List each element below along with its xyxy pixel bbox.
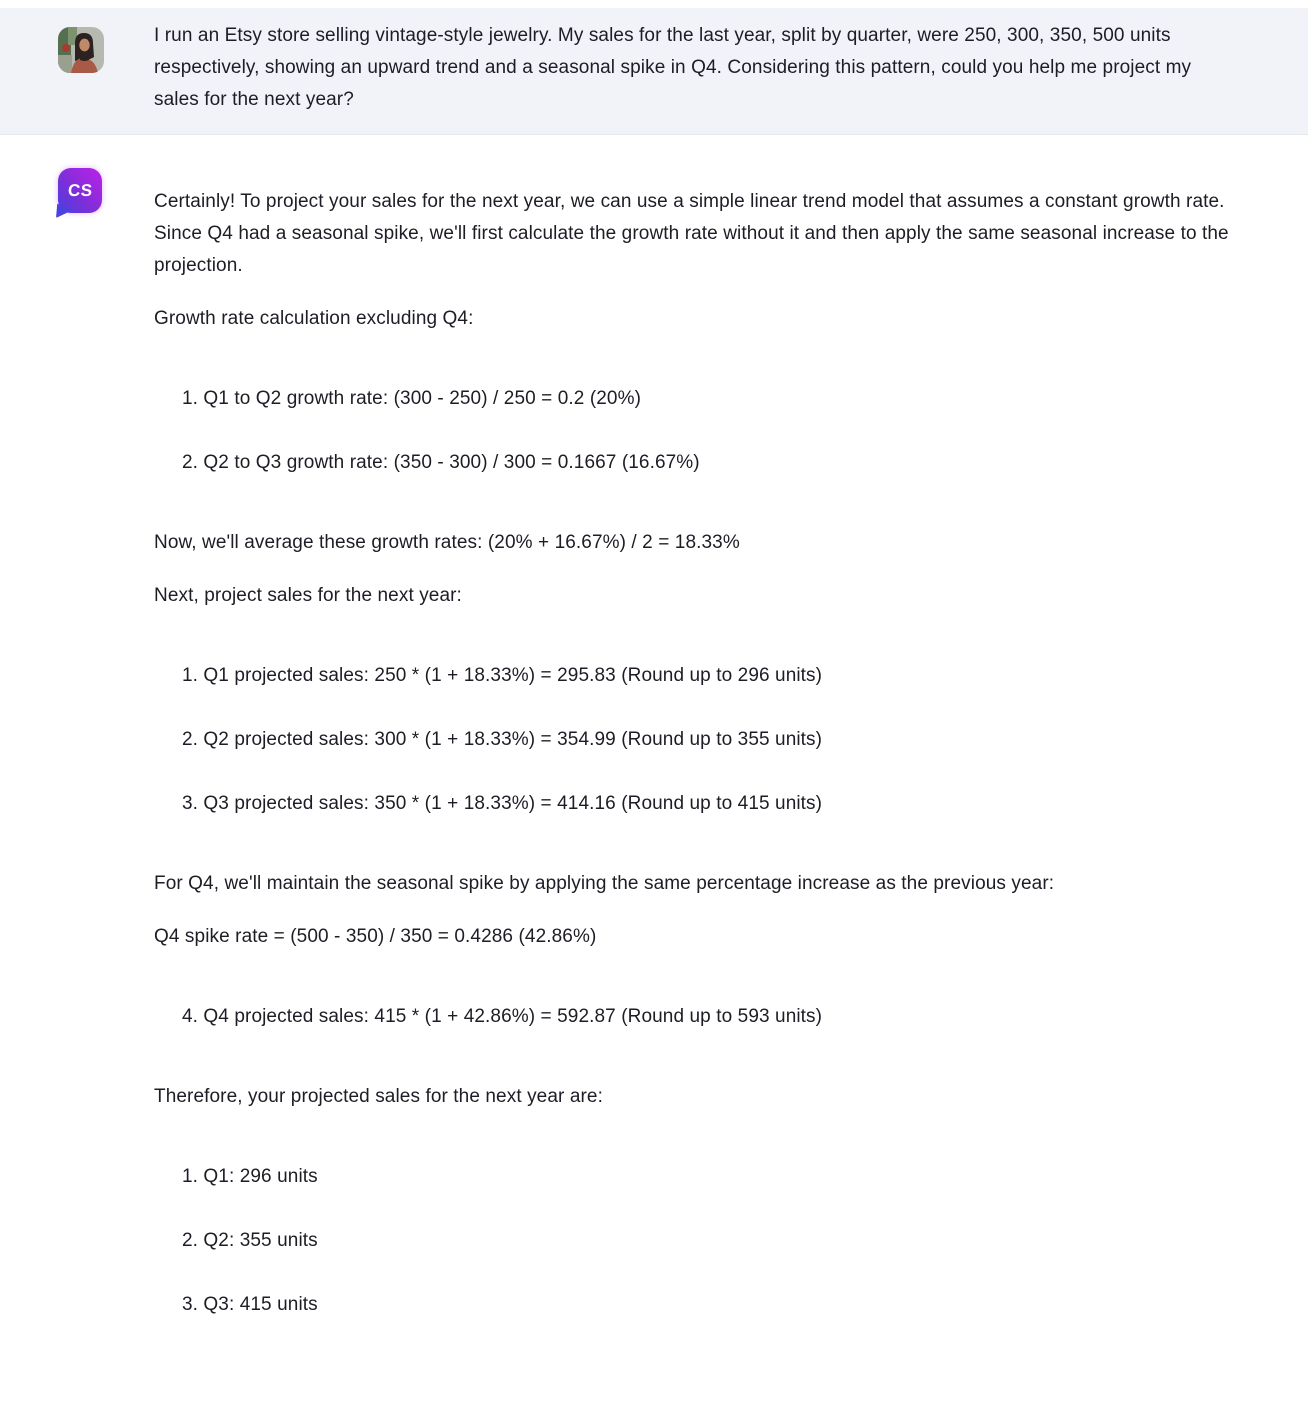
- chat-window: [0, 8, 1308, 1409]
- list-item: 1. Q1 to Q2 growth rate: (300 - 250) / 250 = 0.2 (20%): [182, 388, 642, 409]
- q4-note-paragraph: For Q4, we'll maintain the seasonal spike by applying the same percentage increase as the previous year:: [154, 873, 1055, 894]
- summary-list: [154, 1161, 1238, 1321]
- user-message: [0, 8, 1308, 135]
- projection-heading: Next, project sales for the next year:: [154, 585, 462, 606]
- q4-projection-list: [154, 1001, 1238, 1033]
- list-item: 3. Q3: 415 units: [182, 1294, 318, 1315]
- list-item: 1. Q1 projected sales: 250 * (1 + 18.33%) = 295.83 (Round up to 296 units): [182, 665, 823, 686]
- user-message-text: I run an Etsy store selling vintage-style jewelry. My sales for the last year, split by quarter, were 250, 300, 350, 500 units respectively, showing an upward trend and a seasonal spike in Q4. Considering this pattern, could you help me project my sales for the next year?: [154, 25, 1192, 110]
- projection-list: [154, 660, 1238, 820]
- assistant-intro-paragraph: Certainly! To project your sales for the next year, we can use a simple linear trend model that assumes a constant growth rate. Since Q4 had a seasonal spike, we'll first calculate the growth rate without it and then apply the same seasonal increase to the projection.: [154, 191, 1229, 276]
- assistant-logo-label: CS: [67, 180, 94, 200]
- growth-rate-list: [154, 383, 1238, 479]
- summary-heading: Therefore, your projected sales for the next year are:: [154, 1086, 603, 1107]
- list-item: 1. Q1: 296 units: [182, 1166, 318, 1187]
- assistant-message: [0, 135, 1308, 1409]
- list-item: 2. Q2 projected sales: 300 * (1 + 18.33%) = 354.99 (Round up to 355 units): [182, 729, 823, 750]
- average-growth-line: Now, we'll average these growth rates: (20% + 16.67%) / 2 = 18.33%: [154, 532, 740, 553]
- q4-spike-rate-line: Q4 spike rate = (500 - 350) / 350 = 0.4286 (42.86%): [154, 926, 597, 947]
- user-avatar: [58, 27, 104, 73]
- list-item: 2. Q2: 355 units: [182, 1230, 318, 1251]
- growth-rate-heading: Growth rate calculation excluding Q4:: [154, 308, 474, 329]
- assistant-logo-icon: [58, 168, 102, 213]
- assistant-message-body: [154, 167, 1238, 1369]
- list-item: 2. Q2 to Q3 growth rate: (350 - 300) / 300 = 0.1667 (16.67%): [182, 452, 700, 473]
- user-avatar-column: [58, 20, 154, 73]
- list-item: 4. Q4 projected sales: 415 * (1 + 42.86%) = 592.87 (Round up to 593 units): [182, 1006, 823, 1027]
- list-item: 3. Q3 projected sales: 350 * (1 + 18.33%) = 414.16 (Round up to 415 units): [182, 793, 823, 814]
- assistant-avatar-column: [58, 167, 154, 213]
